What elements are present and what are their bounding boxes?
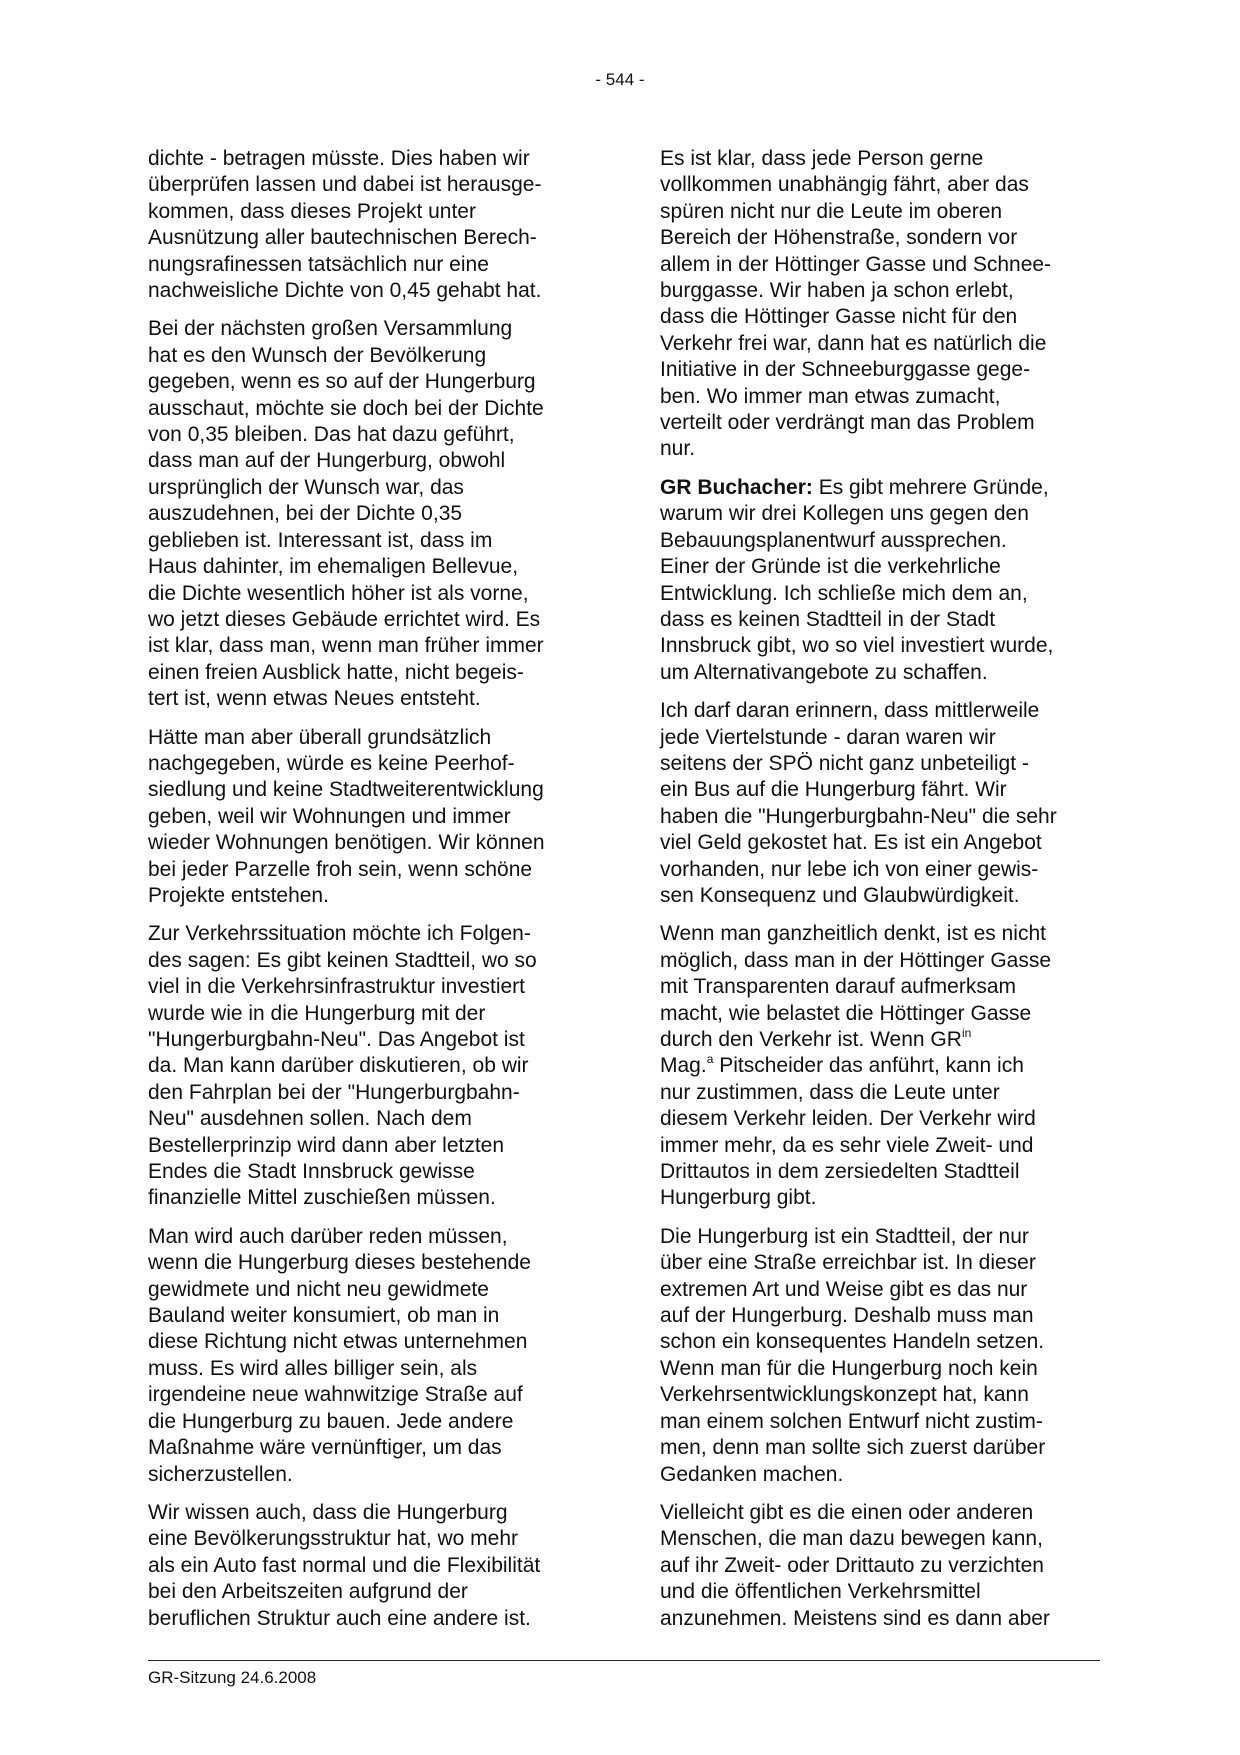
paragraph: Wir wissen auch, dass die Hungerburg eine Bevölkerungsstruktur hat, wo mehr als ein Auto fast normal und die Flexibilität bei den Arbeitszeiten aufgrund der beruflichen Struktur auch eine andere ist.: [148, 1500, 541, 1630]
paragraph: Ich darf daran erinnern, dass mittlerweile jede Viertelstunde - daran waren wir seitens der SPÖ nicht ganz unbeteiligt - ein Bus auf die Hungerburg fährt. Wir haben die "Hungerburgbahn-Neu" die sehr viel Geld gekostet hat. Es ist ein Angebot vorhanden, nur lebe ich von einer gewis- sen Konsequenz und Glaubwürdigkeit.: [660, 699, 1057, 907]
paragraph-text: Pitscheider das anführt, kann ich nur zustimmen, dass die Leute unter diesem Verkehr leiden. Der Verkehr wird immer mehr, da es sehr viele Zweit- und Drittautos in dem zersiedelten Stadtteil Hungerburg gibt.: [660, 1054, 1036, 1210]
paragraph: Man wird auch darüber reden müssen, wenn die Hungerburg dieses bestehende gewidmete und nicht neu gewidmete Bauland weiter konsumiert, ob man in diese Richtung nicht etwas unternehmen muss. Es wird alles billiger sein, als irgendeine neue wahnwitzige Straße auf die Hungerburg zu bauen. Jede andere Maßnahme wäre vernünftiger, um das sicherzustellen.: [148, 1224, 531, 1486]
paragraph: Die Hungerburg ist ein Stadtteil, der nur über eine Straße erreichbar ist. In dieser extremen Art und Weise gibt es das nur auf der Hungerburg. Deshalb muss man schon ein konsequentes Handeln setzen. Wenn man für die Hungerburg noch kein Verkehrsentwicklungskonzept hat, kann man einem solchen Entwurf nicht zustim- men, denn man sollte sich zuerst darüber Gedanken machen.: [660, 1224, 1046, 1486]
paragraph: Bei der nächsten großen Versammlung hat es den Wunsch der Bevölkerung gegeben, wenn es so auf der Hungerburg ausschaut, möchte sie doch bei der Dichte von 0,35 bleiben. Das hat dazu geführt, dass man auf der Hungerburg, obwohl ursprünglich der Wunsch war, das auszudehnen, bei der Dichte 0,35 geblieben ist. Interessant ist, dass im Haus dahinter, im ehemaligen Bellevue, die Dichte wesentlich höher ist als vorne, wo jetzt dieses Gebäude errichtet wird. Es ist klar, dass man, wenn man früher immer einen freien Ausblick hatte, nicht begeis- tert ist, wenn etwas Neues entsteht.: [148, 317, 544, 711]
paragraph: dichte - betragen müsste. Dies haben wir überprüfen lassen und dabei ist herausge- kommen, dass dieses Projekt unter Ausnützung aller bautechnischen Berech- nungsrafinessen tatsächlich nur eine nachweisliche Dichte von 0,45 gehabt hat.: [148, 147, 542, 303]
speech-text: Es gibt mehrere Gründe, warum wir drei Kollegen uns gegen den Bebauungsplanentwurf aussprechen. Einer der Gründe ist die verkehrliche Entwicklung. Ich schließe mich dem an, dass es keinen Stadtteil in der Stadt Innsbruck gibt, wo so viel investiert wurde, um Alternativangebote zu schaffen.: [660, 475, 1054, 684]
paragraph: [660, 921, 1100, 1211]
footer-divider: [148, 1660, 1100, 1661]
paragraph-text: Wenn man ganzheitlich denkt, ist es nicht möglich, dass man in der Höttinger Gasse mit Transparenten darauf aufmerksam macht, wie belastet die Höttinger Gasse durch den Verkehr ist. Wenn GR: [660, 922, 1052, 1051]
paragraph: Vielleicht gibt es die einen oder anderen Menschen, die man dazu bewegen kann, auf ihr Zweit- oder Drittauto zu verzichten und die öffentlichen Verkehrsmittel anzunehmen. Meistens sind es dann aber: [660, 1500, 1050, 1630]
paragraph-text: Mag.: [660, 1054, 707, 1078]
left-column: [148, 146, 588, 1644]
footer-text: GR-Sitzung 24.6.2008: [148, 1668, 317, 1687]
paragraph: Zur Verkehrssituation möchte ich Folgen- des sagen: Es gibt keinen Stadtteil, wo so viel in die Verkehrsinfrastruktur investiert wurde wie in die Hungerburg mit der "Hungerburgbahn-Neu". Das Angebot ist da. Man kann darüber diskutieren, ob wir den Fahrplan bei der "Hungerburgbahn- Neu" ausdehnen sollen. Nach dem Bestellerprinzip wird dann aber letzten Endes die Stadt Innsbruck gewisse finanzielle Mittel zuschießen müssen.: [148, 922, 537, 1210]
paragraph: Hätte man aber überall grundsätzlich nachgegeben, würde es keine Peerhof- siedlung und keine Stadtweiterentwicklung geben, weil wir Wohnungen und immer wieder Wohnungen benötigen. Wir können bei jeder Parzelle froh sein, wenn schöne Projekte entstehen.: [148, 725, 545, 907]
paragraph: Es ist klar, dass jede Person gerne vollkommen unabhängig fährt, aber das spüren nicht nur die Leute im oberen Bereich der Höhenstraße, sondern vor allem in der Höttinger Gasse und Schnee- burggasse. Wir haben ja schon erlebt, dass die Höttinger Gasse nicht für den Verkehr frei war, dann hat es natürlich die Initiative in der Schneeburggasse gege- ben. Wo immer man etwas zumacht, verteilt oder verdrängt man das Problem nur.: [660, 147, 1052, 461]
superscript: in: [961, 1026, 972, 1040]
superscript: a: [706, 1052, 714, 1067]
speaker-name: GR Buchacher:: [660, 475, 813, 499]
paragraph: [660, 475, 1100, 686]
right-column: [660, 146, 1100, 1644]
page-number: - 544 -: [595, 70, 645, 89]
